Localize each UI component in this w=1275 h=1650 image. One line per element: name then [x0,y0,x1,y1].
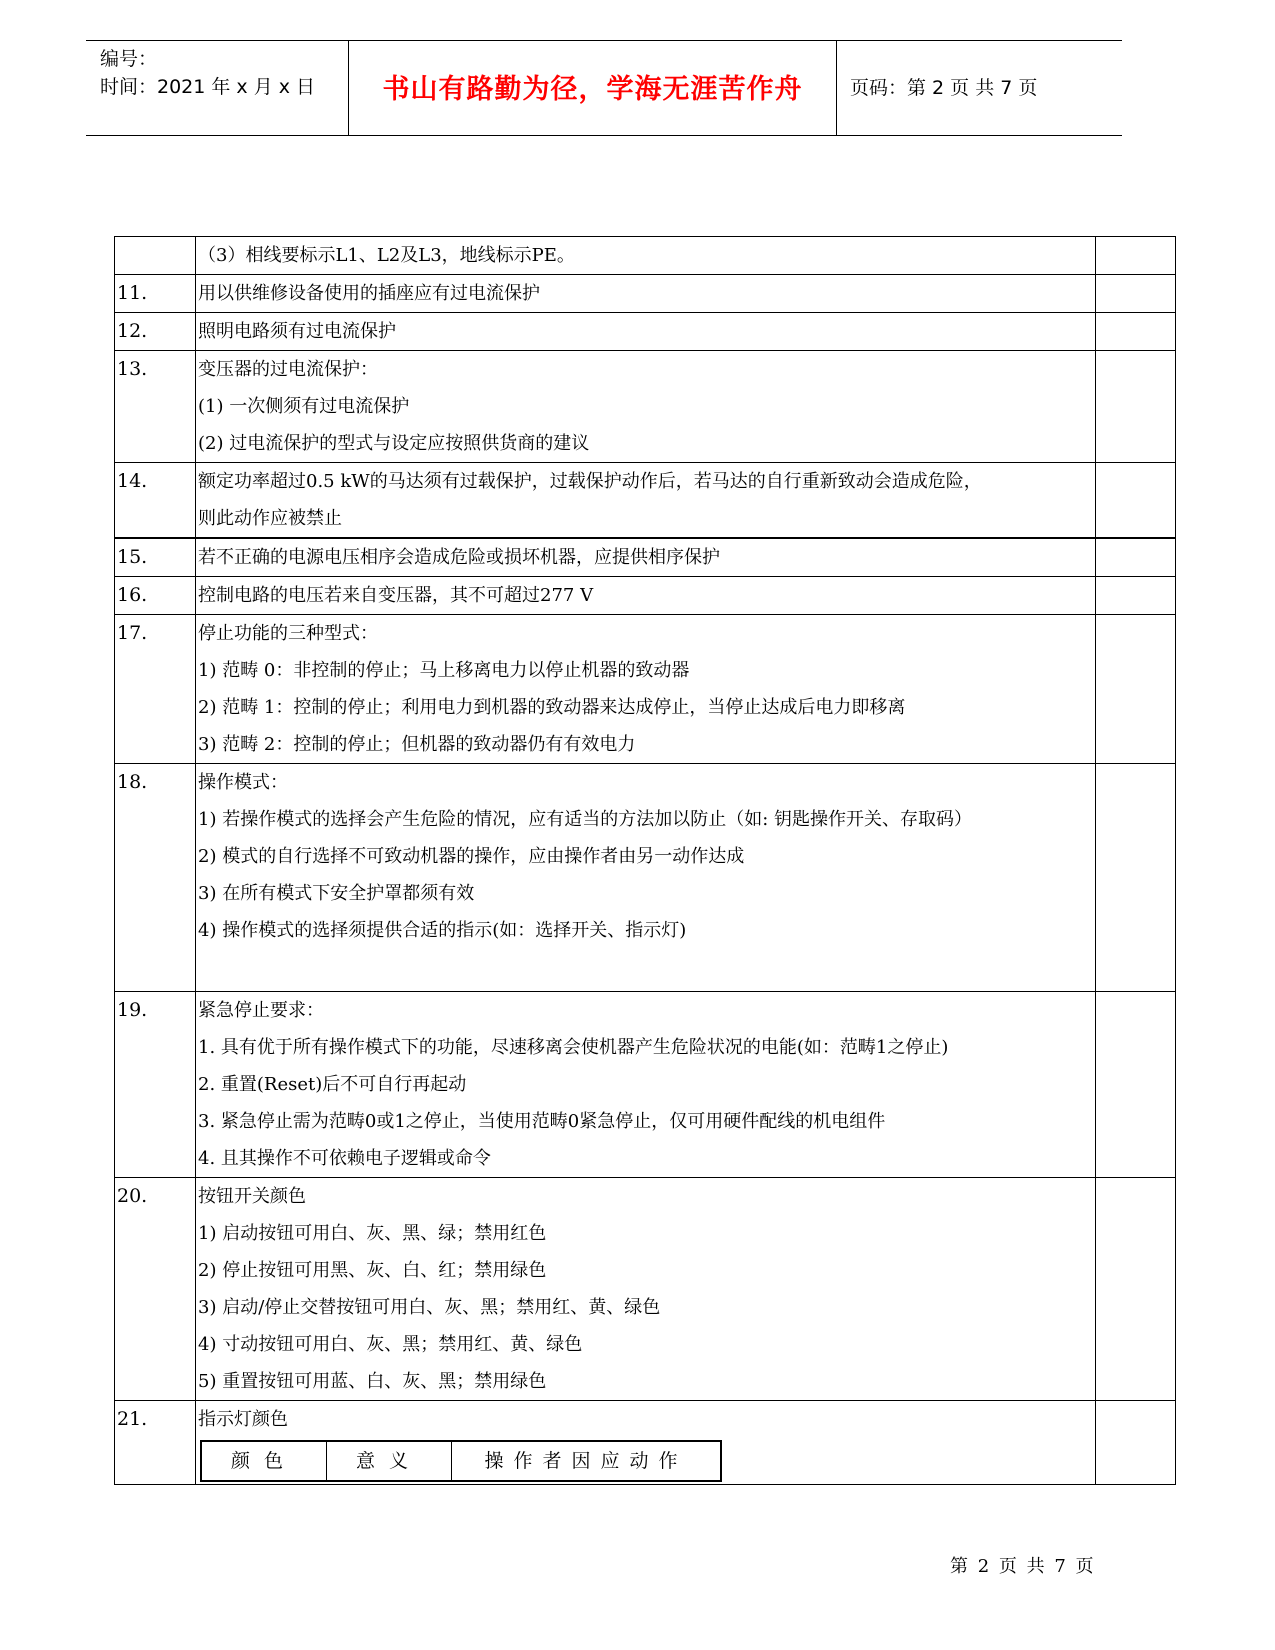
row-line: 1) 范畴 0：非控制的停止；马上移离电力以停止机器的致动器 [198,660,690,681]
requirements-table [114,236,1176,1485]
page-footer: 第 2 页 共 7 页 [950,1556,1096,1577]
row-number: 12. [115,313,196,350]
row-content [196,764,1096,991]
row-line: 紧急停止要求： [198,1000,324,1021]
row-line: 1) 启动按钮可用白、灰、黑、绿；禁用红色 [198,1223,547,1244]
check-cell [1096,275,1175,312]
row-line: 1. 具有优于所有操作模式下的功能，尽速移离会使机器产生危险状况的电能(如：范畴1之停止) [198,1037,949,1058]
table-row [115,274,1175,312]
table-row [115,763,1175,991]
check-cell [1096,764,1175,991]
row-line: 则此动作应被禁止 [198,508,342,529]
check-cell [1096,237,1175,274]
row-line: 4) 操作模式的选择须提供合适的指示(如：选择开关、指示灯) [198,920,687,941]
row-line: 2) 停止按钮可用黑、灰、白、红；禁用绿色 [198,1260,547,1281]
document-number-label: 编号： [100,48,158,70]
row-number: 14. [115,463,196,537]
row-line: 2) 模式的自行选择不可致动机器的操作，应由操作者由另一动作达成 [198,846,745,867]
row-line: 3) 启动/停止交替按钮可用白、灰、黑；禁用红、黄、绿色 [198,1297,661,1318]
table-row [115,350,1175,462]
row-line: (2) 过电流保护的型式与设定应按照供货商的建议 [198,433,590,454]
check-cell [1096,992,1175,1177]
row-line: 操作模式： [198,772,288,793]
color-header: 颜色 [202,1442,327,1480]
row-line: 变压器的过电流保护： [198,359,378,380]
row-number: 18. [115,764,196,991]
table-row [115,312,1175,350]
row-content [196,1401,1096,1484]
page-header [86,40,1122,136]
row-line: 5) 重置按钮可用蓝、白、灰、黑；禁用绿色 [198,1371,547,1392]
table-row [115,576,1175,614]
row-content [196,615,1096,763]
row-line: 3) 在所有模式下安全护罩都须有效 [198,883,475,904]
row-line: 3) 范畴 2：控制的停止；但机器的致动器仍有有效电力 [198,734,636,755]
row-number: 17. [115,615,196,763]
check-cell [1096,539,1175,576]
row-line: (1) 一次侧须有过电流保护 [198,396,410,417]
row-content [196,313,1096,350]
check-cell [1096,351,1175,462]
row-line: 指示灯颜色 [198,1409,288,1430]
row-line: 额定功率超过0.5 kW的马达须有过载保护，过载保护动作后，若马达的自行重新致动会造成危险， [198,471,982,492]
row-content [196,1178,1096,1400]
row-number: 13. [115,351,196,462]
row-number: 20. [115,1178,196,1400]
table-row [115,462,1175,537]
row-line: （3）相线要标示L1、L2及L3，地线标示PE。 [198,245,575,266]
row-line: 2. 重置(Reset)后不可自行再起动 [198,1074,467,1095]
check-cell [1096,615,1175,763]
row-content [196,351,1096,462]
check-cell [1096,1178,1175,1400]
table-row [115,1177,1175,1400]
check-cell [1096,463,1175,537]
row-content [196,275,1096,312]
row-line: 4. 且其操作不可依赖电子逻辑或命令 [198,1148,491,1169]
row-line: 4) 寸动按钮可用白、灰、黑；禁用红、黄、绿色 [198,1334,583,1355]
header-motto: 书山有路勤为径，学海无涯苦作舟 [382,74,803,105]
row-content [196,992,1096,1177]
row-content [196,577,1096,614]
header-divider [836,41,837,135]
table-row [115,537,1175,576]
row-number: 15. [115,539,196,576]
row-line: 用以供维修设备使用的插座应有过电流保护 [198,283,540,304]
header-meta [100,45,348,101]
row-line: 停止功能的三种型式： [198,623,378,644]
row-line: 2) 范畴 1：控制的停止；利用电力到机器的致动器来达成停止，当停止达成后电力即移离 [198,697,906,718]
indicator-color-table [200,1440,722,1482]
row-line: 控制电路的电压若来自变压器，其不可超过277 V [198,585,594,606]
check-cell [1096,1401,1175,1484]
check-cell [1096,313,1175,350]
operator-action-header: 操作者因应动作 [484,1450,688,1472]
row-line: 按钮开关颜色 [198,1186,306,1207]
row-spacer [198,949,1095,991]
check-cell [1096,577,1175,614]
row-line: 若不正确的电源电压相序会造成危险或损坏机器，应提供相序保护 [198,547,720,568]
row-content [196,539,1096,576]
row-number: 21. [115,1401,196,1484]
document-time-label: 时间：2021 年 x 月 x 日 [100,76,316,98]
table-row [115,1400,1175,1484]
table-row [115,991,1175,1177]
row-content [196,463,1096,537]
row-number: 16. [115,577,196,614]
row-content [196,237,1096,274]
table-row [115,237,1175,274]
meaning-header: 意义 [327,1442,452,1480]
row-number: 19. [115,992,196,1177]
row-number: 11. [115,275,196,312]
row-line: 1) 若操作模式的选择会产生危险的情况，应有适当的方法加以防止（如: 钥匙操作开关、存取码） [198,809,972,830]
row-number [115,237,196,274]
row-line: 3. 紧急停止需为范畴0或1之停止，当使用范畴0紧急停止，仅可用硬件配线的机电组件 [198,1111,886,1132]
header-page-number: 页码：第 2 页 共 7 页 [850,77,1038,99]
table-row [115,614,1175,763]
row-line: 照明电路须有过电流保护 [198,321,396,342]
